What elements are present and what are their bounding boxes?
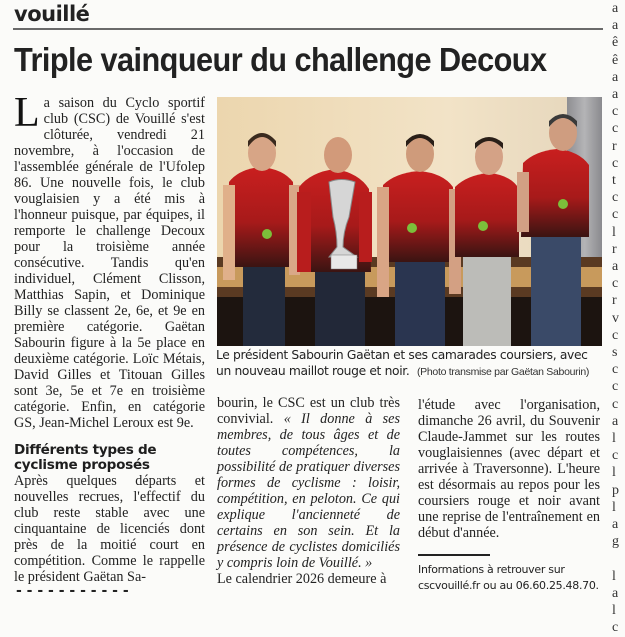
edge-letter: v bbox=[612, 310, 619, 326]
article-subhead: Différents types de cyclisme proposés bbox=[14, 442, 157, 473]
edge-letter: c bbox=[612, 448, 619, 464]
edge-letter: a bbox=[612, 1, 619, 16]
edge-letter: r bbox=[612, 241, 617, 257]
edge-letter: c bbox=[612, 155, 619, 171]
edge-letter: c bbox=[612, 396, 619, 412]
edge-letter: r bbox=[612, 138, 617, 154]
edge-letter: l bbox=[612, 431, 616, 447]
president-quote: « Il donne à ses membres, de tous âges et de toutes compétences, la possibilité de pratiquer diverses formes de cyclisme : loisir, compétition, en peloton. Ce qui explique l'ancienneté de certains en son sein. Et la présence de cyclistes domiciliés y compris loin de Vouillé. » bbox=[217, 411, 400, 571]
next-article-cut: - - - - - - - - - - - bbox=[16, 583, 129, 599]
lead-text: a saison du Cyclo sportif club (CSC) de Vouillé s'est clôturée, vendredi 21 novembre, à l'occasion de l'assemblée générale de l'Ufolep 86. Une nouvelle fois, le club vouglaisien y a été mis à l'honneur puisque, par équipes, il remporte le challenge Decoux pour la troisième année consécutive. Tandis qu'en individuel, Clément Clisson, Matthias Sapin, et Dominique Billy se classent 2e, 6e, et 9e en première catégorie. Gaëtan Sabourin figure à la 5e place en deuxième catégorie. Loïc Métais, David Gilles et Titouan Gilles sont 3e, 5e et 7e en troisième catégorie. Enfin, en catégorie GS, Jean-Michel Leroux est 9e. bbox=[14, 95, 205, 431]
edge-letter: s bbox=[612, 345, 618, 361]
article-column-3 bbox=[418, 397, 600, 594]
article-headline: Triple vainqueur du challenge Decoux bbox=[14, 41, 547, 78]
edge-letter: ê bbox=[612, 52, 619, 68]
edge-letter: c bbox=[612, 276, 619, 292]
col3-text: l'étude avec l'organisation, dimanche 26 avril, du Souvenir Claude-Jammet sur les routes vouglaisiennes (avec départ et arrivée à Traversonne). L'heure est désormais au repos pour les coursiers rouge et noir avant une reprise de l'entraînement en début d'année. bbox=[418, 397, 600, 541]
edge-letter: ê bbox=[612, 35, 619, 51]
edge-letter: c bbox=[612, 104, 619, 120]
article-column-1 bbox=[14, 90, 205, 585]
col2-text-start: bourin, le CSC est un club très convivial. bbox=[217, 395, 400, 427]
edge-letter: a bbox=[612, 18, 619, 34]
edge-letter: p bbox=[612, 482, 619, 498]
photo-credit: (Photo transmise par Gaëtan Sabourin) bbox=[416, 366, 590, 378]
caption-text: Le président Sabourin Gaëtan et ses camarades coursiers, avec un nouveau maillot rouge et noir. bbox=[216, 348, 588, 378]
edge-letter: t bbox=[612, 173, 616, 189]
adjacent-article-edge bbox=[612, 0, 625, 636]
rubric-divider bbox=[13, 28, 603, 30]
edge-letter: c bbox=[612, 121, 619, 137]
edge-letter: a bbox=[612, 87, 619, 103]
info-box: Informations à retrouver sur cscvouillé.fr ou au 06.60.25.48.70. bbox=[418, 563, 599, 592]
edge-letter: a bbox=[612, 413, 619, 429]
edge-letter: l bbox=[612, 465, 616, 481]
team-photo bbox=[217, 97, 602, 346]
edge-letter: l bbox=[612, 603, 616, 619]
edge-letter: c bbox=[612, 620, 619, 636]
col2-text-end: Le calendrier 2026 demeure à bbox=[217, 571, 387, 587]
edge-letter: l bbox=[612, 224, 616, 240]
edge-letter: c bbox=[612, 362, 619, 378]
lead-paragraph bbox=[14, 90, 205, 431]
edge-letter: r bbox=[612, 293, 617, 309]
info-divider bbox=[418, 554, 490, 556]
team-photo-image bbox=[217, 97, 602, 346]
edge-letter: l bbox=[612, 499, 616, 515]
edge-letter: a bbox=[612, 585, 619, 601]
article-column-2 bbox=[217, 395, 400, 587]
paragraph-2: Après quelques départs et nouvelles recrues, l'effectif du club reste stable avec une cinquantaine de licenciés dont près de la moitié court en compétition. Comme le rappelle le président Gaëtan Sa- bbox=[14, 473, 205, 585]
edge-letter: l bbox=[612, 568, 616, 584]
edge-letter: a bbox=[612, 69, 619, 85]
edge-letter: c bbox=[612, 379, 619, 395]
photo-caption bbox=[216, 347, 606, 380]
section-rubric: vouillé bbox=[14, 2, 90, 26]
drop-cap: L bbox=[14, 90, 40, 136]
edge-letter: g bbox=[612, 534, 619, 550]
edge-letter: c bbox=[612, 207, 619, 223]
edge-letter bbox=[612, 551, 625, 568]
edge-letter: a bbox=[612, 517, 619, 533]
edge-letter: c bbox=[612, 190, 619, 206]
edge-letter: a bbox=[612, 259, 619, 275]
edge-letter: c bbox=[612, 327, 619, 343]
